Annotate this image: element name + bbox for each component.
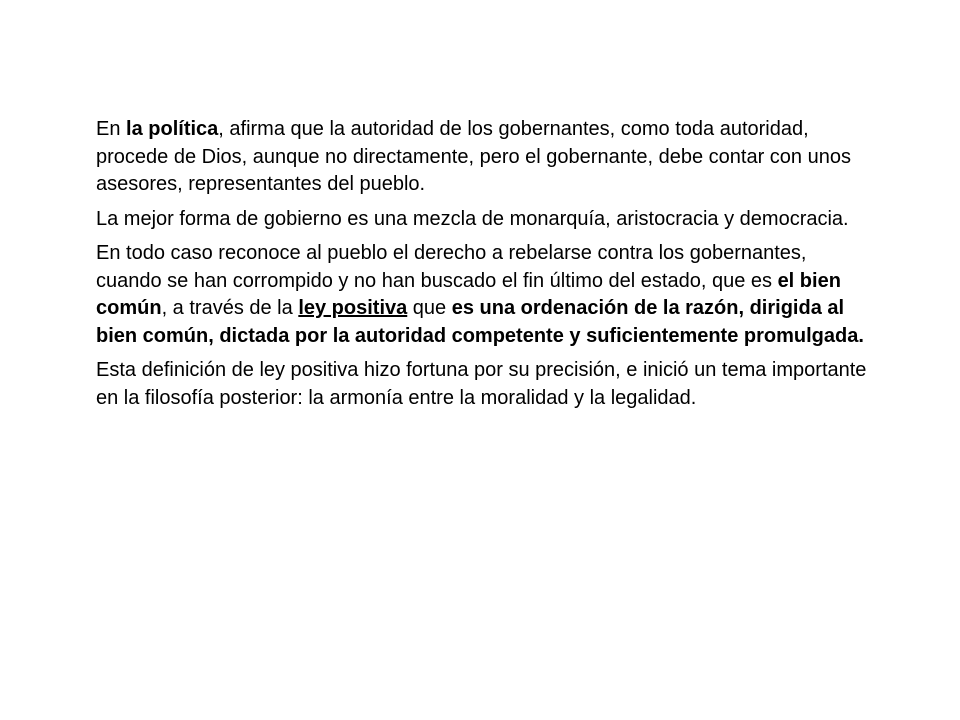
term-bien-comun: el bien común — [96, 269, 841, 319]
paragraph-rebelion — [96, 240, 871, 350]
slide-text-body — [96, 116, 871, 419]
paragraph-rebelion-part3: que — [407, 297, 452, 319]
paragraph-rebelion-part1: En todo caso reconoce al pueblo el derecho a rebelarse contra los gobernantes, cuando se han corrompido y no han buscado el fin último del estado, que es — [96, 242, 807, 292]
paragraph-definicion — [96, 357, 871, 412]
paragraph-definicion-text: Esta definición de ley positiva hizo fortuna por su precisión, e inició un tema importante en la filosofía posterior: la armonía entre la moralidad y la legalidad. — [96, 359, 867, 409]
paragraph-politica — [96, 116, 871, 199]
ley-positiva-link[interactable]: ley positiva — [298, 297, 408, 319]
paragraph-politica-lead: En — [96, 118, 127, 140]
definition-ley-positiva: es una ordenación de la razón, dirigida al bien común, dictada por la autoridad competente y suficientemente promulgada. — [96, 297, 864, 347]
term-la-politica: la política — [126, 118, 219, 140]
paragraph-forma-gobierno — [96, 206, 871, 234]
paragraph-forma-gobierno-text: La mejor forma de gobierno es una mezcla de monarquía, aristocracia y democracia. — [96, 207, 849, 230]
paragraph-politica-rest: , afirma que la autoridad de los gobernantes, como toda autoridad, procede de Dios, aunque no directamente, pero el gobernante, debe contar con unos asesores, representantes del pueblo. — [96, 118, 851, 195]
paragraph-rebelion-part2: , a través de la — [161, 297, 299, 319]
